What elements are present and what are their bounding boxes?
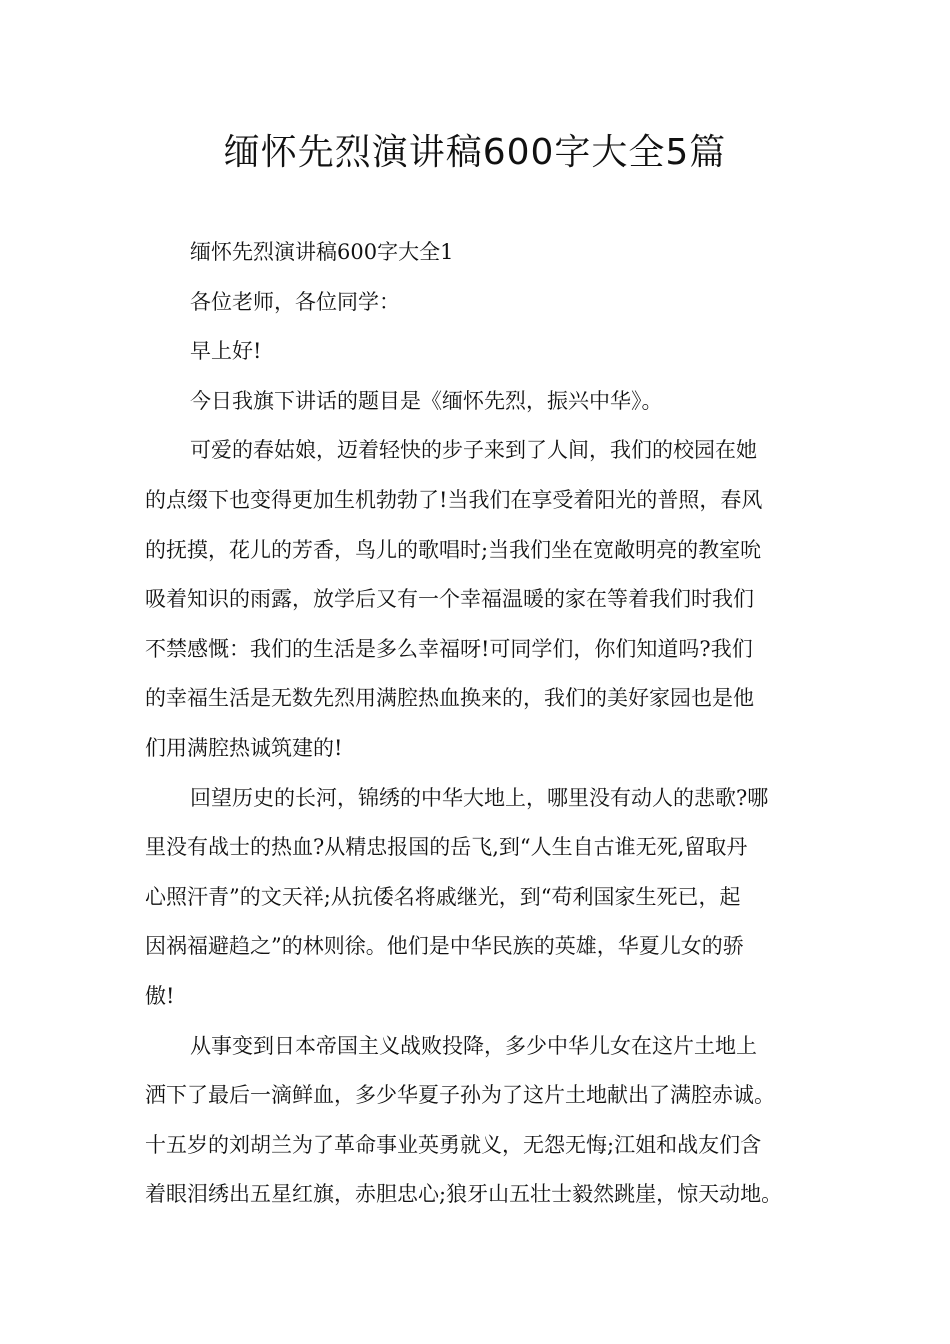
paragraph-line: 吸着知识的雨露，放学后又有一个幸福温暖的家在等着我们时我们 <box>145 587 754 612</box>
paragraph-2 <box>145 774 825 1022</box>
document-body <box>145 228 825 1220</box>
paragraph-line: 着眼泪绣出五星红旗，赤胆忠心;狼牙山五壮士毅然跳崖，惊天动地。 <box>145 1182 783 1207</box>
paragraph-line: 的抚摸，花儿的芳香，鸟儿的歌唱时;当我们坐在宽敞明亮的教室吮 <box>145 537 762 562</box>
salutation: 各位老师，各位同学： <box>190 289 400 314</box>
speech-topic: 今日我旗下讲话的题目是《缅怀先烈，振兴中华》。 <box>190 388 663 413</box>
paragraph-line: 心照汗青”的文天祥;从抗倭名将戚继光，到“苟利国家生死已，起 <box>145 884 741 909</box>
paragraph-line: 不禁感慨：我们的生活是多么幸福呀!可同学们，你们知道吗?我们 <box>145 636 753 661</box>
paragraph-line: 因祸福避趋之”的林则徐。他们是中华民族的英雄，华夏儿女的骄 <box>145 934 744 959</box>
paragraph-line: 傲! <box>145 983 175 1008</box>
paragraph-line: 的点缀下也变得更加生机勃勃了!当我们在享受着阳光的普照，春风 <box>145 487 763 512</box>
greeting: 早上好! <box>190 339 262 364</box>
paragraph-3 <box>145 1022 825 1220</box>
paragraph-line: 从事变到日本帝国主义战败投降，多少中华儿女在这片土地上 <box>190 1033 757 1058</box>
paragraph-line: 十五岁的刘胡兰为了革命事业英勇就义，无怨无悔;江姐和战友们含 <box>145 1132 762 1157</box>
paragraph-1 <box>145 426 825 773</box>
paragraph-line: 们用满腔热诚筑建的! <box>145 735 343 760</box>
section-heading: 缅怀先烈演讲稿600字大全1 <box>190 240 454 264</box>
paragraph-line: 洒下了最后一滴鲜血，多少华夏子孙为了这片土地献出了满腔赤诚。 <box>145 1083 775 1108</box>
paragraph-line: 里没有战士的热血?从精忠报国的岳飞,到“人生自古谁无死,留取丹 <box>145 835 748 860</box>
paragraph-line: 的幸福生活是无数先烈用满腔热血换来的，我们的美好家园也是他 <box>145 686 754 711</box>
document-title: 缅怀先烈演讲稿600字大全5篇 <box>223 132 727 173</box>
paragraph-line: 可爱的春姑娘，迈着轻快的步子来到了人间，我们的校园在她 <box>190 438 757 463</box>
paragraph-line: 回望历史的长河，锦绣的中华大地上，哪里没有动人的悲歌?哪 <box>190 785 769 810</box>
